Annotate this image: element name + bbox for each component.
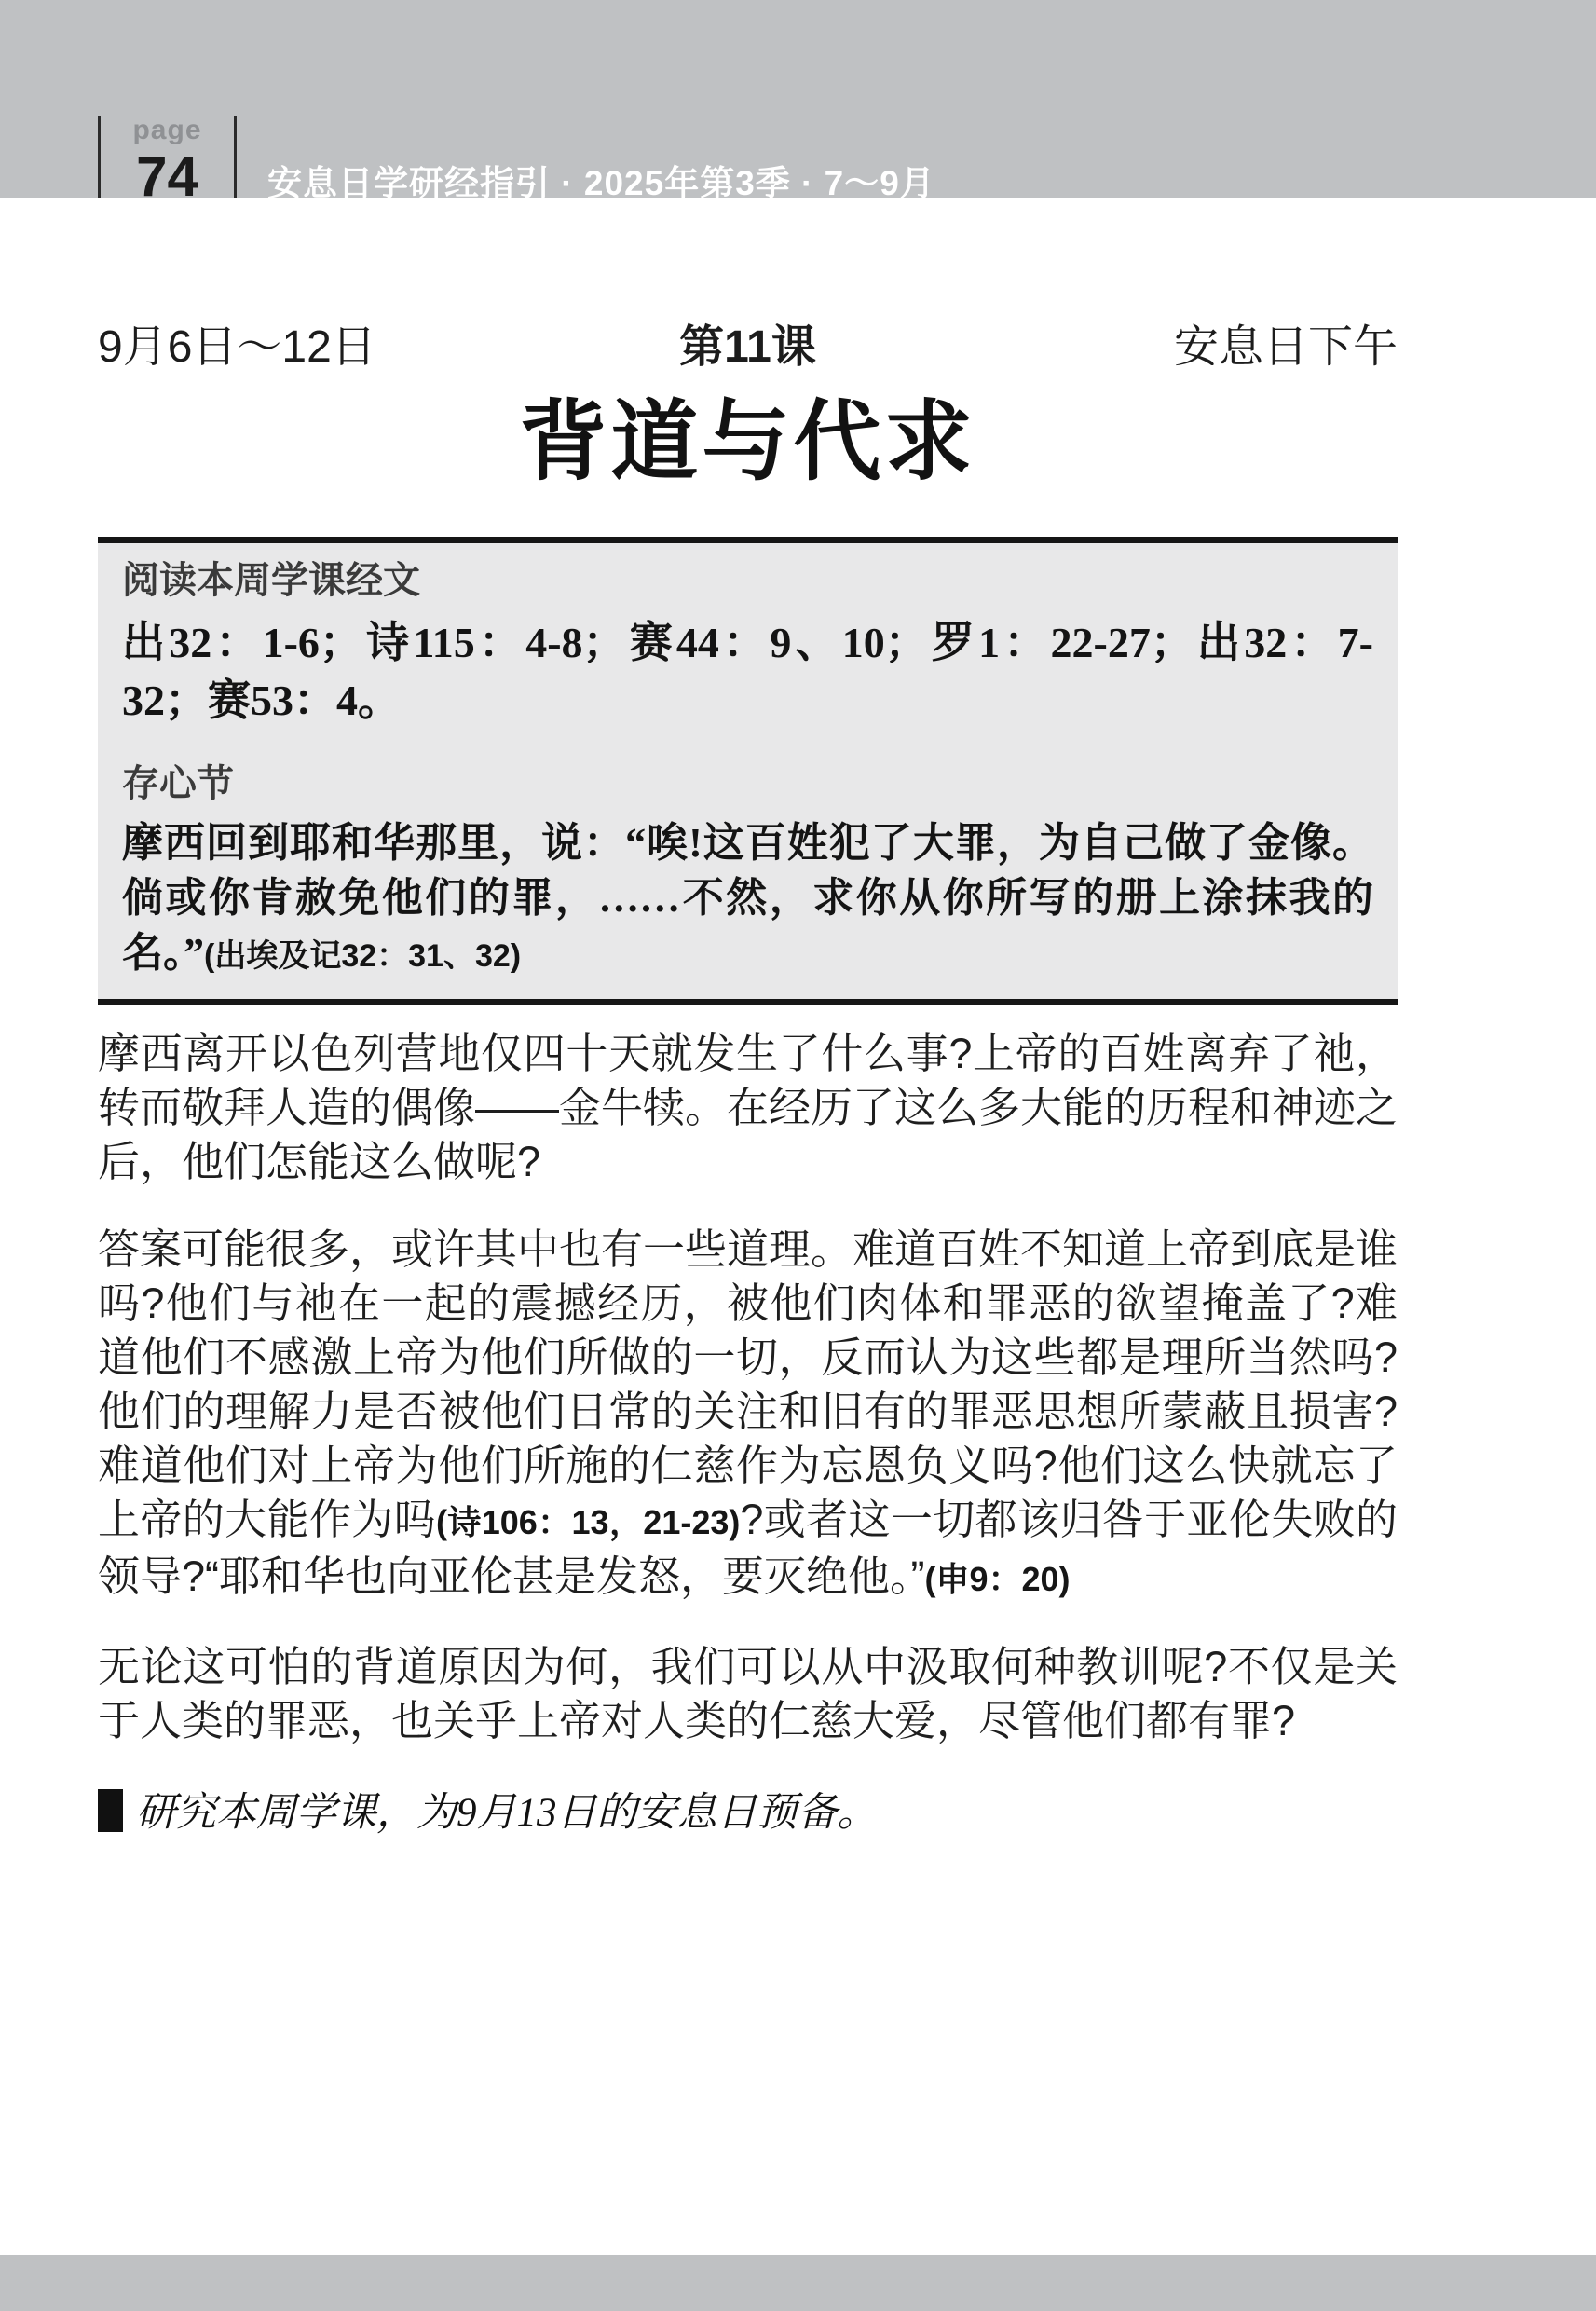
study-note-text: 研究本周学课，为9月13日的安息日预备。 [136,1791,878,1835]
memory-verse-text: 摩西回到耶和华那里，说：“唉!这百姓犯了大罪，为自己做了金像。倘或你肯赦免他们的罪，……不然，求你从你所写的册上涂抹我的名。” [122,820,1373,976]
body-paragraph-2 [98,1223,1398,1607]
reading-references: 出32：1-6；诗115：4-8；赛44：9、10；罗1：22-27；出32：7-32；赛53：4。 [122,619,1373,724]
memory-verse-reference: (出埃及记32：31、32) [204,938,522,974]
lesson-body [98,1027,1398,1838]
header-band [0,0,1596,208]
body-paragraph-1: 摩西离开以色列营地仅四十天就发生了什么事?上帝的百姓离弃了祂，转而敬拜人造的偶像——金牛犊。在经历了这么多大能的历程和神迹之后，他们怎能这么做呢? [98,1030,1398,1185]
memory-verse-label: 存心节 [122,763,234,804]
page-number: 74 [136,145,198,208]
body-paragraph-3: 无论这可怕的背道原因为何，我们可以从中汲取何种教训呢?不仅是关于人类的罪恶，也关乎上帝对人类的仁慈大爱，尽管他们都有罪? [98,1643,1398,1744]
black-square-bullet-icon [98,1789,123,1832]
study-note [98,1789,1398,1838]
memory-verse [122,815,1373,984]
paragraph-2-text-continued: ?或者这一切都该归咎于亚伦失败的领导?“耶和华也向亚伦甚是发怒，要灭绝他。” [98,1496,1398,1600]
footer-band [0,2255,1596,2311]
scripture-ref-psalms: (诗106：13，21-23) [435,1503,741,1541]
lesson-date-range: 9月6日～12日 [98,322,376,372]
reading-label: 阅读本周学课经文 [122,560,420,601]
paragraph-2-text: 答案可能很多，或许其中也有一些道理。难道百姓不知道上帝到底是谁吗?他们与祂在一起的震撼经历，被他们肉体和罪恶的欲望掩盖了?难道他们不感激上帝为他们所做的一切，反而认为这些都是理所当然吗?他们的理解力是否被他们日常的关注和旧有的罪恶思想所蒙蔽且损害?难道他们对上帝为他们所施的仁慈作为忘恩负义吗?他们这么快就忘了上帝的大能作为吗 [98,1225,1398,1543]
page-number-block [98,115,237,208]
scripture-ref-deuteronomy: (申9：20) [924,1560,1071,1598]
reading-box [98,537,1398,1005]
page-label: page [132,115,202,145]
lesson-session: 安息日下午 [1173,322,1398,372]
lesson-number: 第11课 [679,322,816,372]
lesson-title: 背道与代求 [519,394,976,491]
lesson-meta-row [98,310,1398,372]
edition-title: 安息日学研经指引 · 2025年第3季 · 7～9月 [267,164,935,202]
